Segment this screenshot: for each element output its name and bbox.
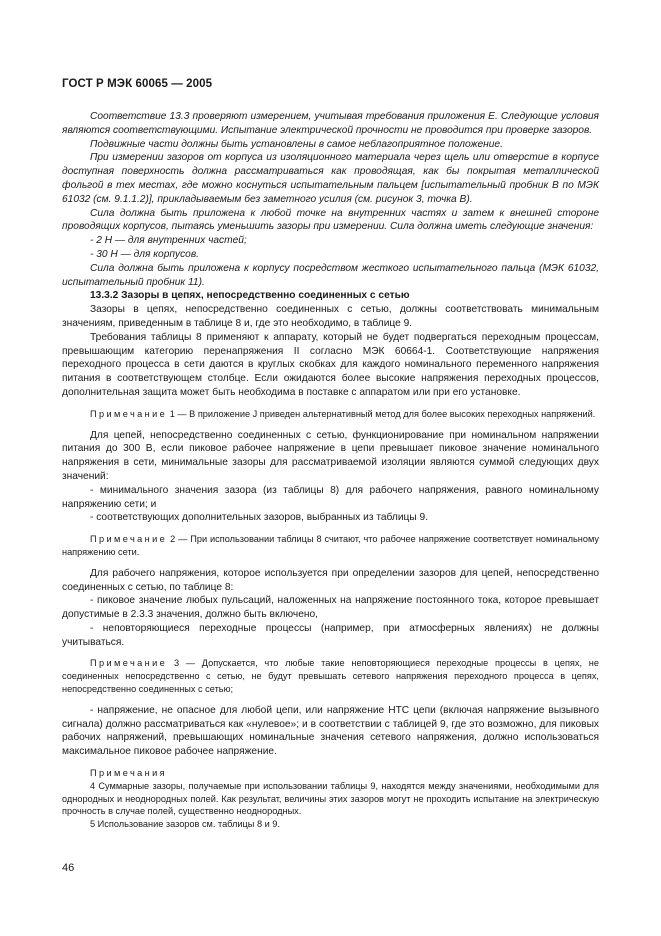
note-5: 5 Использование зазоров см. таблицы 8 и 9. [90, 819, 280, 830]
note-text: 2 — При использовании таблицы 8 считают, что рабочее напряжение соответствует номинальному напряжению сети. [62, 534, 599, 557]
note-label: Примечание [90, 408, 168, 419]
page-content [62, 110, 599, 831]
paragraph: Требования таблицы 8 применяют к аппарату, который не будет подвергаться переходным процессам, превышающим категорию перенапряжения II согласно МЭК 60664-1. Соответствующие напряжения переходного процесса в сети даются в круглых скобках для каждого номинального переменного напряжения питания в соответствующем столбце. Если ожидаются более высокие напряжения переходных процессов, дополнительная защита может быть необходима в поставке с аппаратом или при его установке. [62, 331, 599, 398]
list-item: - напряжение, не опасное для любой цепи, или напряжение НТС цепи (включая напряжение вызывного сигнала) должно рассматриваться как «нулевое»; и в соответствии с таблицей 9, где это возможно, для пиковых рабочих напряжений, превышающих номинальные значения сетевого напряжения, должно использоваться максимальное пиковое рабочее напряжение. [62, 704, 599, 758]
note-text: 3 — Допускается, что любые такие неповторяющиеся переходные процессы в цепях, не соединенных непосредственно с сетью, не будут превышать сетевого напряжения переходного процесса в цепях, непосредственно соединенных с сетью; [62, 658, 599, 695]
list-item: - неповторяющиеся переходные процессы (например, при атмосферных явлениях) не должны учитываться. [62, 622, 599, 648]
paragraph: Подвижные части должны быть установлены в самое неблагоприятное положение. [90, 138, 503, 150]
note-label: Примечание [90, 534, 168, 545]
note-label: Примечание [90, 658, 168, 669]
list-item: - 30 Н — для корпусов. [90, 248, 199, 260]
page-number: 46 [62, 862, 75, 874]
paragraph: Для рабочего напряжения, которое используется при определении зазоров для цепей, непосредственно соединенных с сетью, по таблице 8: [62, 567, 599, 593]
list-item: - 2 Н — для внутренних частей; [90, 235, 247, 247]
paragraph: Сила должна быть приложена к корпусу посредством жесткого испытательного пальца (МЭК 61032, испытательный пробник 11). [62, 262, 599, 288]
paragraph: При измерении зазоров от корпуса из изоляционного материала через щель или отверстие в корпусе доступная поверхность должна рассматриваться как проводящая, как бы покрытая металлической фольгой в тех местах, где можно коснуться испытательным пальцем [испытательный пробник В по МЭК 61032 (см. 9.1.1.2)], прикладываемым без заметного усилия (см. рисунок 3, точка В). [62, 152, 599, 205]
paragraph: Для цепей, непосредственно соединенных с сетью, функционирование при номинальном напряжении питания до 300 В, если пиковое рабочее напряжение в цепи превышает пиковое значение номинального напряжения в сети, минимальные зазоры для рассматриваемой изоляции являются суммой следующих двух значений: [62, 429, 599, 482]
list-item: - соответствующих дополнительных зазоров, выбранных из таблицы 9. [90, 512, 429, 524]
list-item: - минимального значения зазора (из таблицы 8) для рабочего напряжения, равного номинальному напряжению сети; и [62, 484, 599, 510]
paragraph: Соответствие 13.3 проверяют измерением, учитывая требования приложения Е. Следующие условия являются соответствующими. Испытание электрической прочности не проводится при проверке зазоров. [62, 111, 599, 136]
standard-code-header: ГОСТ Р МЭК 60065 — 2005 [62, 78, 213, 90]
note-2 [62, 533, 599, 559]
section-heading: 13.3.2 Зазоры в цепях, непосредственно соединенных с сетью [90, 290, 410, 302]
italic-block [62, 110, 599, 289]
paragraph: Сила должна быть приложена к любой точке на внутренних частях и затем к внешней стороне проводящих корпусов, пытаясь уменьшить зазоры при измерении. Сила должна иметь следующие значения: [62, 207, 599, 233]
notes-label: Примечания [90, 768, 168, 779]
note-1 [62, 408, 599, 421]
note-3 [62, 657, 599, 695]
note-text: 1 — В приложение J приведен альтернативный метод для более высоких переходных напряжений. [167, 408, 596, 419]
list-item: - пиковое значение любых пульсаций, наложенных на напряжение постоянного тока, которое превышает допустимые в 2.3.3 значения, должно быть включено, [62, 595, 599, 621]
paragraph: Зазоры в цепях, непосредственно соединенных с сетью, должны соответствовать минимальным значениям, приведенным в таблице 8 и, где это необходимо, в таблице 9. [62, 304, 599, 329]
note-4: 4 Суммарные зазоры, получаемые при использовании таблицы 9, находятся между значениями, необходимыми для однородных и неоднородных полей. Как результат, величины этих зазоров могут не проходить испытание на электрическую прочность в случае полей, существенно неоднородных. [62, 780, 599, 817]
